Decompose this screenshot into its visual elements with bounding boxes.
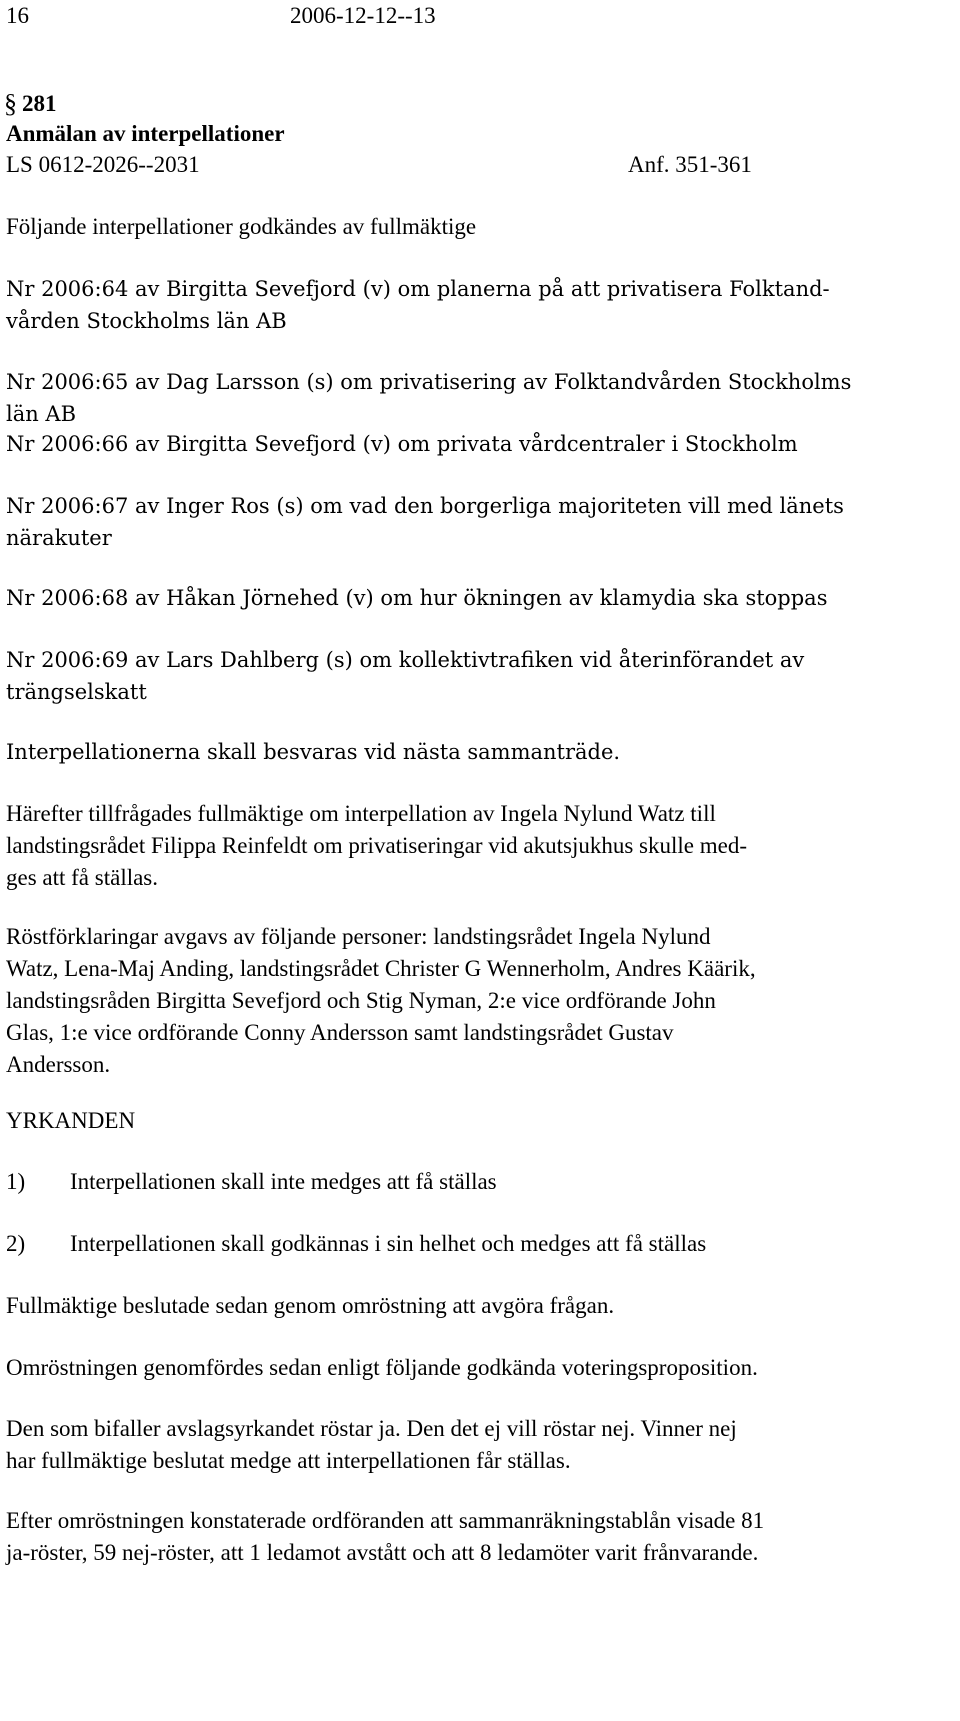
paragraph-vote-proposition [6,1413,950,1477]
document-id: 2006-12-12--13 [290,3,436,28]
yrkande-item [6,1228,950,1260]
section-number: 281 [22,91,57,116]
yrkande-number: 2) [6,1231,26,1256]
interpellation-line: Nr 2006:65 av Dag Larsson (s) om privatisering av Folktandvården Stockholms [6,370,852,394]
interpellation-item [6,490,950,554]
section-sign: § [4,89,17,118]
intro-text: Följande interpellationer godkändes av fullmäktige [6,214,477,239]
page-number: 16 [6,3,29,28]
interpellation-item [6,582,950,614]
paragraph-vote-explanations [6,921,950,1081]
interpellation-line: Nr 2006:66 av Birgitta Sevefjord (v) om privata vårdcentraler i Stockholm [6,432,798,456]
paragraph-vote-result [6,1505,950,1569]
yrkande-number: 1) [6,1169,26,1194]
interpellation-line: vården Stockholms län AB [6,309,287,333]
paragraph-line: ges att få ställas. [6,865,159,890]
yrkande-text: Interpellationen skall godkännas i sin helhet och medges att få ställas [70,1231,707,1256]
yrkanden-heading: YRKANDEN [6,1108,136,1133]
interpellation-item [6,644,950,708]
paragraph-decision: Fullmäktige beslutade sedan genom omröstning att avgöra frågan. [6,1293,615,1318]
ls-reference: LS 0612-2026--2031 [6,152,200,177]
interpellation-item [6,273,950,337]
interpellation-line: Nr 2006:68 av Håkan Jörnehed (v) om hur ökningen av klamydia ska stoppas [6,586,828,610]
answer-note: Interpellationerna skall besvaras vid nästa sammanträde. [6,740,621,764]
paragraph-line: Den som bifaller avslagsyrkandet röstar ja. Den det ej vill röstar nej. Vinner nej [6,1416,737,1441]
paragraph-line: ja-röster, 59 nej-röster, att 1 ledamot avstått och att 8 ledamöter varit frånvarande. [6,1540,759,1565]
interpellation-line: Nr 2006:69 av Lars Dahlberg (s) om kollektivtrafiken vid återinförandet av [6,648,805,672]
paragraph-vote-procedure: Omröstningen genomfördes sedan enligt följande godkända voteringsproposition. [6,1355,758,1380]
paragraph-line: Andersson. [6,1052,111,1077]
paragraph-line: Efter omröstningen konstaterade ordföranden att sammanräkningstablån visade 81 [6,1508,765,1533]
section-title: Anmälan av interpellationer [6,121,285,146]
interpellation-line: trängselskatt [6,680,147,704]
interpellation-line: Nr 2006:64 av Birgitta Sevefjord (v) om planerna på att privatisera Folktand- [6,277,830,301]
paragraph-request [6,798,950,894]
paragraph-line: landstingsrådet Filippa Reinfeldt om privatiseringar vid akutsjukhus skulle med- [6,833,747,858]
paragraph-line: har fullmäktige beslutat medge att interpellationen får ställas. [6,1448,571,1473]
yrkande-item [6,1166,950,1198]
interpellation-line: län AB [6,402,77,426]
interpellation-line: närakuter [6,526,112,550]
interpellation-line: Nr 2006:67 av Inger Ros (s) om vad den borgerliga majoriteten vill med länets [6,494,844,518]
paragraph-line: landstingsråden Birgitta Sevefjord och Stig Nyman, 2:e vice ordförande John [6,988,716,1013]
yrkande-text: Interpellationen skall inte medges att få ställas [70,1169,497,1194]
paragraph-line: Härefter tillfrågades fullmäktige om interpellation av Ingela Nylund Watz till [6,801,716,826]
paragraph-line: Watz, Lena-Maj Anding, landstingsrådet Christer G Wennerholm, Andres Käärik, [6,956,756,981]
ls-reference-line [6,149,950,181]
interpellation-item [6,366,950,430]
interpellation-item [6,428,950,460]
paragraph-line: Röstförklaringar avgavs av följande personer: landstingsrådet Ingela Nylund [6,924,711,949]
paragraph-line: Glas, 1:e vice ordförande Conny Andersson samt landstingsrådet Gustav [6,1020,674,1045]
anf-reference: Anf. 351-361 [628,152,752,177]
